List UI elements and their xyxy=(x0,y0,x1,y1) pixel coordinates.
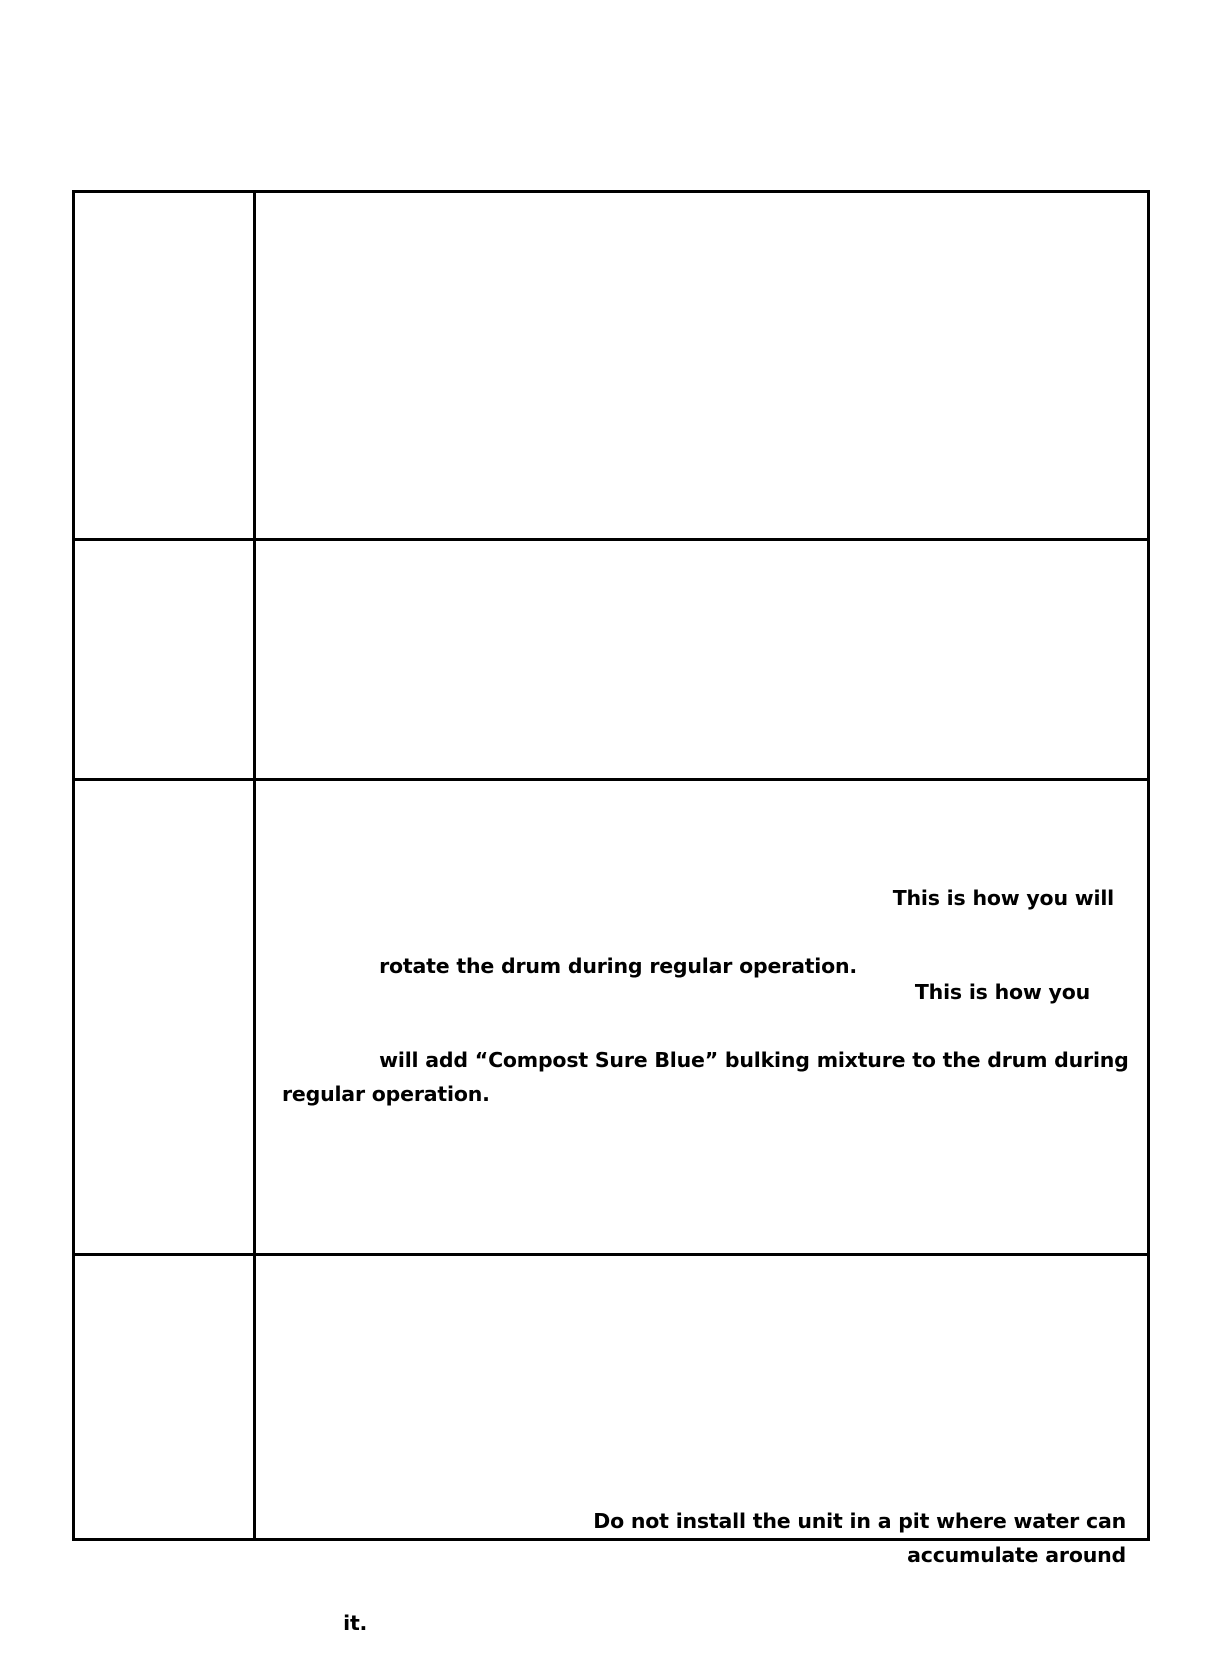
row3-left-content xyxy=(75,781,253,1253)
row1-right-content xyxy=(256,193,1147,538)
table-row xyxy=(74,192,1149,540)
row3-paragraph-1-lead: This is how you will xyxy=(892,886,1114,910)
row2-left-content xyxy=(75,541,253,778)
row2-right-cell xyxy=(255,540,1149,780)
row1-right-cell xyxy=(255,192,1149,540)
table-row xyxy=(74,540,1149,780)
row3-paragraph-bulking-mixture xyxy=(282,907,1136,1145)
row3-right-cell xyxy=(255,780,1149,1255)
row3-paragraph-1-body: rotate the drum during regular operation. xyxy=(379,954,857,978)
row1-left-cell xyxy=(74,192,255,540)
row4-paragraph-1-lead: Do not install the unit in a pit where water can accumulate around xyxy=(593,1509,1133,1567)
row3-left-cell xyxy=(74,780,255,1255)
row4-right-cell xyxy=(255,1255,1149,1635)
row3-right-content xyxy=(256,781,1147,1253)
row3-paragraph-2-lead: This is how you xyxy=(914,980,1090,1004)
row1-left-content xyxy=(75,193,253,538)
content-table xyxy=(72,190,1150,1635)
row4-paragraph-1-body: it. xyxy=(343,1611,368,1635)
row3-paragraph-2-body: will add “Compost Sure Blue” bulking mixture to the drum during regular operation. xyxy=(282,1048,1136,1106)
row4-left-cell xyxy=(74,1255,255,1540)
table-row xyxy=(74,1255,1149,1540)
row4-right-content xyxy=(256,1256,1147,1635)
row2-left-cell xyxy=(74,540,255,780)
row2-right-content xyxy=(256,541,1147,778)
row4-paragraph-pit-warning xyxy=(246,1436,1133,1674)
row4-left-content xyxy=(75,1256,253,1538)
table-row xyxy=(74,780,1149,1255)
